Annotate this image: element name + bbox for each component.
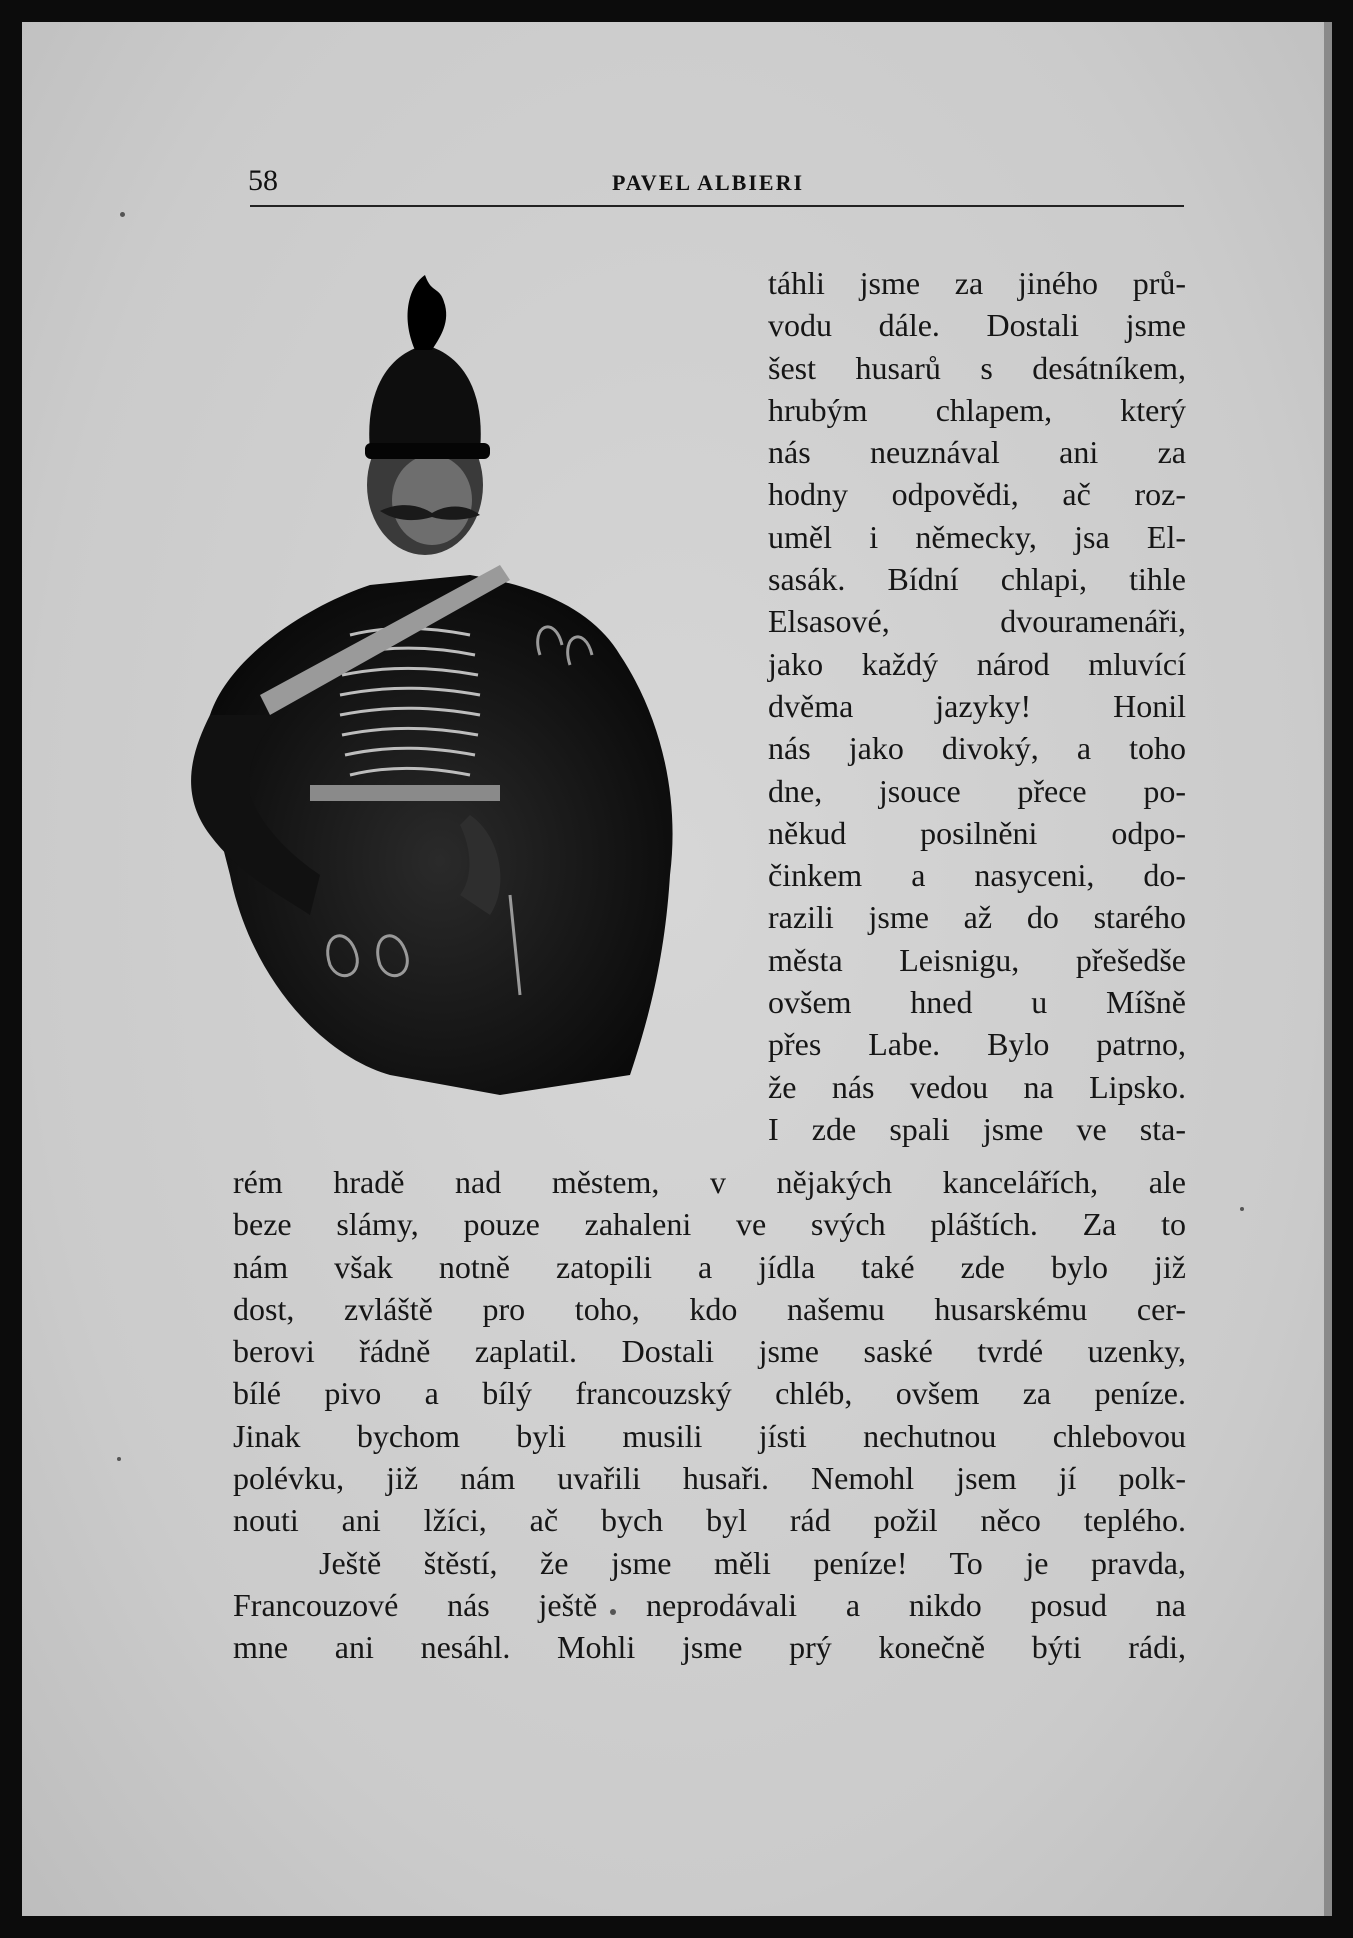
text-line: Elsasové, dvouramenáři, — [768, 603, 1186, 640]
page-header — [230, 160, 1186, 200]
text-line: Jinak bychom byli musili jísti nechutnou chlebovou — [233, 1417, 1186, 1454]
text-column-wide — [233, 1161, 1186, 1669]
text-line: beze slámy, pouze zahaleni ve svých pláštích. Za to — [233, 1206, 1186, 1243]
text-line: hrubým chlapem, který — [768, 391, 1186, 428]
text-line: jako každý národ mluvící — [768, 645, 1186, 682]
text-line: rém hradě nad městem, v nějakých kancelářích, ale — [233, 1164, 1186, 1200]
text-line: hodny odpovědi, ač roz- — [768, 476, 1186, 513]
text-line: sasák. Bídní chlapi, tihle — [768, 561, 1186, 598]
text-line: bílé pivo a bílý francouzský chléb, ovšem za peníze. — [233, 1375, 1186, 1412]
text-line: I zde spali jsme ve sta- — [768, 1110, 1186, 1147]
text-line: někud posilněni odpo- — [768, 814, 1186, 851]
text-line: nás neuznával ani za — [768, 434, 1186, 471]
text-line: že nás vedou na Lipsko. — [768, 1068, 1186, 1105]
text-line: dne, jsouce přece po- — [768, 772, 1186, 809]
page-speck — [120, 212, 125, 217]
text-line: města Leisnigu, přešedše — [768, 941, 1186, 978]
text-line: táhli jsme za jiného prů- — [768, 265, 1186, 301]
text-line: polévku, již nám uvařili husaři. Nemohl jsem jí polk- — [233, 1460, 1186, 1497]
text-line: razili jsme až do starého — [768, 899, 1186, 936]
text-line: uměl i německy, jsa El- — [768, 518, 1186, 555]
text-line: šest husarů s desátníkem, — [768, 349, 1186, 386]
text-column-narrow — [768, 262, 1186, 1150]
text-line: ovšem hned u Míšně — [768, 984, 1186, 1021]
page-speck — [117, 1457, 121, 1461]
text-line: Francouzové nás ještě neprodávali a nikdo posud na — [233, 1586, 1186, 1623]
text-line: berovi řádně zaplatil. Dostali jsme saské tvrdé uzenky, — [233, 1333, 1186, 1370]
text-line: dvěma jazyky! Honil — [768, 687, 1186, 724]
text-line: dost, zvláště pro toho, kdo našemu husarskému cer- — [233, 1290, 1186, 1327]
hussar-soldier-portrait-icon — [170, 275, 730, 1115]
page-number: 58 — [248, 164, 278, 197]
text-line: nás jako divoký, a toho — [768, 730, 1186, 767]
paragraph-first-line: Ještě štěstí, že jsme měli peníze! To je pravda, — [319, 1544, 1186, 1581]
text-line: mne ani nesáhl. Mohli jsme prý konečně býti rádi, — [233, 1629, 1186, 1666]
text-line: nouti ani lžíci, ač bych byl rád požil něco teplého. — [233, 1502, 1186, 1539]
page-speck — [1240, 1207, 1244, 1211]
text-line: vodu dále. Dostali jsme — [768, 307, 1186, 344]
text-line: nám však notně zatopili a jídla také zde bylo již — [233, 1248, 1186, 1285]
header-rule — [250, 205, 1184, 207]
text-line: činkem a nasyceni, do- — [768, 857, 1186, 894]
page-edge-shadow — [1324, 22, 1332, 1916]
text-line: přes Labe. Bylo patrno, — [768, 1026, 1186, 1063]
running-head: PAVEL ALBIERI — [611, 170, 805, 195]
